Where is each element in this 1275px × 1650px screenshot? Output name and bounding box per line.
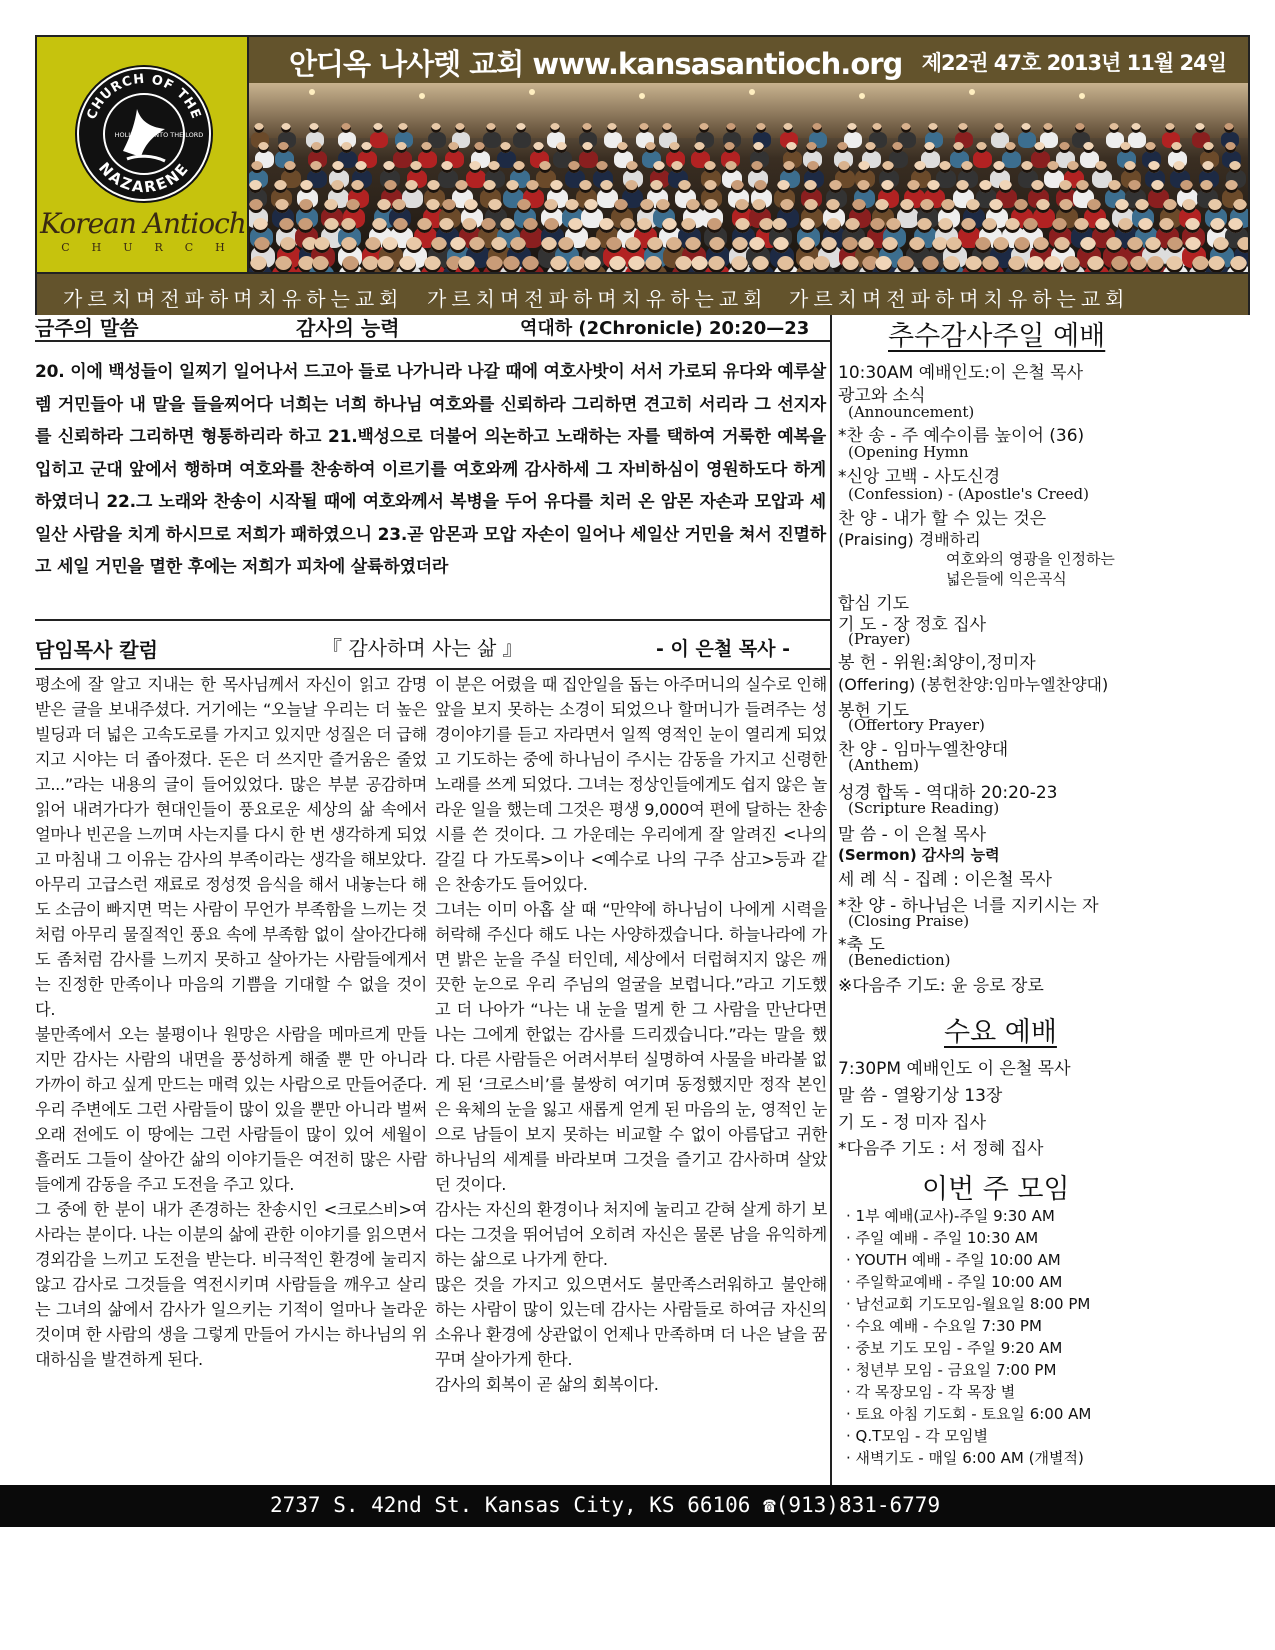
scripture-title: 감사의 능력 bbox=[296, 316, 400, 340]
scripture-text: 20. 이에 백성들이 일찌기 일어나서 드고아 들로 나가니라 나갈 때에 여호사밧이 서서 가로되 유다와 예루살렘 거민들아 내 말을 들을찌어다 너희는 너희 하나님 여호와를 신뢰하라 그리하면 견고히 서리라 그 선지자를 신뢰하라 그리하면 형통하리라 하고 21.백성으로 더불어 의논하고 노래하는 자를 택하여 거룩한 예복을 입히고 군대 앞에서 행하며 여호와를 찬송하여 이르기를 여호와께 감사하세 그 자비하심이 영원하도다 하게 하였더니 22.그 노래와 찬송이 시작될 때에 여호와께서 복병을 두어 유다를 치러 온 암몬 자손과 모압과 세일산 사람을 치게 하시므로 저희가 패하였으니 23.곧 암몬과 모압 자손이 일어나 세일산 거민을 쳐서 진멸하고 세일 거민을 멸한 후에는 저희가 피차에 살륙하였더라 bbox=[35, 362, 826, 577]
worship-item: (Offering) (봉헌찬양:임마누엘찬양대) bbox=[838, 675, 1109, 694]
meeting-item: · 각 목장모임 - 각 목장 별 bbox=[846, 1383, 1016, 1401]
newsletter-title: 안디옥 나사렛 교회 www.kansasantioch.org bbox=[289, 47, 903, 81]
worship-item: 찬 양 - 내가 할 수 있는 것은 bbox=[838, 509, 1047, 529]
column-paragraph: 평소에 잘 알고 지내는 한 목사님께서 자신이 읽고 감명 받은 글을 보내주셨다. 거기에는 “오늘날 우리는 더 높은 빌딩과 더 넓은 고속도로를 가지고 있지만 성질은 더 급해지고 시야는 더 좁아졌다. 돈은 더 쓰지만 즐거움은 줄었고...”라는 내용의 글이 들어있었다. 많은 부분 공감하며 읽어 내려가다가 현대인들이 풍요로운 세상의 삶 속에서 얼마나 빈곤을 느끼며 사는지를 다시 한 번 생각하게 되었고 마침내 그 이유는 감사의 부족이라는 생각을 해보았다. bbox=[35, 675, 427, 869]
worship-item-en: (Announcement) bbox=[848, 403, 975, 421]
column-paragraph: 불만족에서 오는 불평이나 원망은 사람을 메마르게 만들지만 감사는 사람의 내면을 풍성하게 해줄 뿐 만 아니라 가까이 하고 싶게 만드는 매력 있는 사람으로 만들어준다. 우리 주변에도 그런 사람들이 많이 있을 뿐만 아니라 벌써 오래 전에도 이 땅에는 그런 사람들이 많이 있어 세월이 흘러도 그들이 살아간 삶의 이야기들은 여전히 많은 사람들에게 감동을 주고 도전을 주고 있다. bbox=[35, 1025, 427, 1194]
worship-item-en: (Confession) - (Apostle's Creed) bbox=[848, 485, 1089, 503]
worship-item: 찬 양 - 임마누엘찬양대 bbox=[838, 740, 1009, 760]
worship-item: *찬 송 - 주 예수이름 높이어 (36) bbox=[838, 426, 1085, 446]
wednesday-item: 7:30PM 예배인도 이 은철 목사 bbox=[838, 1059, 1071, 1079]
worship-item: 봉 헌 - 위원:최양이,정미자 bbox=[838, 653, 1036, 673]
motto-text: 가르치며전파하며치유하는교회 bbox=[63, 287, 404, 311]
congregation-photo bbox=[249, 83, 1248, 272]
worship-item: 세 례 식 - 집례 : 이은철 목사 bbox=[838, 870, 1052, 890]
column-text-right bbox=[435, 672, 827, 1397]
worship-item: 합심 기도 bbox=[838, 594, 910, 614]
worship-item: 여호와의 영광을 인정하는 bbox=[946, 550, 1115, 568]
scripture-label: 금주의 말씀 bbox=[35, 316, 139, 340]
meeting-item: · 주일 예배 - 주일 10:30 AM bbox=[846, 1229, 1039, 1247]
motto-bar bbox=[37, 272, 1248, 315]
meeting-item: · 주일학교예배 - 주일 10:00 AM bbox=[846, 1273, 1063, 1291]
worship-item: 성경 합독 - 역대하 20:20-23 bbox=[838, 783, 1058, 803]
meeting-item: · 청년부 모임 - 금요일 7:00 PM bbox=[846, 1361, 1057, 1379]
nazarene-seal-icon bbox=[75, 65, 213, 203]
worship-item-en: (Closing Praise) bbox=[848, 912, 970, 930]
worship-item: (Praising) 경배하리 bbox=[838, 530, 981, 549]
sunday-heading: 추수감사주일 예배 bbox=[888, 321, 1106, 352]
meeting-item: · 남선교회 기도모임-월요일 8:00 PM bbox=[846, 1295, 1091, 1313]
worship-item-en: (Opening Hymn bbox=[848, 443, 969, 461]
worship-item-en: (Offertory Prayer) bbox=[848, 716, 985, 734]
wednesday-heading: 수요 예배 bbox=[944, 1017, 1057, 1048]
logo-name: Korean Antioch bbox=[40, 207, 246, 240]
column-text-left bbox=[35, 672, 427, 1372]
column-paragraph: 많은 것을 가지고 있으면서도 불만족스러워하고 불안해하는 사람이 많이 있는데 감사는 사람들로 하여금 자신의 소유나 환경에 상관없이 언제나 만족하며 더 나은 날을 꿈꾸며 살아가게 한다. bbox=[435, 1275, 827, 1369]
worship-item-en: (Anthem) bbox=[848, 756, 919, 774]
title-bar bbox=[249, 37, 1248, 83]
worship-item: 봉헌 기도 bbox=[838, 701, 910, 721]
worship-item-en: (Benediction) bbox=[848, 951, 951, 969]
sermon-line: (Sermon) 감사의 능력 bbox=[838, 846, 1000, 864]
issue-info: 제22권 47호 2013년 11월 24일 bbox=[921, 51, 1226, 75]
wednesday-item: *다음주 기도 : 서 정혜 집사 bbox=[838, 1139, 1044, 1159]
column-rule bbox=[35, 668, 830, 670]
scripture-box bbox=[35, 340, 830, 621]
footer-bar bbox=[0, 1485, 1275, 1527]
column-paragraph: 아무리 고급스런 재료로 정성껏 음식을 해서 내놓는다 해도 소금이 빠지면 먹는 사람이 무언가 부족함을 느끼는 것처럼 아무리 물질적인 풍요 속에 부족함 없이 살아간다해도 좀처럼 감사를 느끼지 못하고 살아가는 사람들에게서는 진정한 만족이나 마음의 기쁨을 기대할 수 없을 것이다. bbox=[35, 875, 427, 1019]
wednesday-item: 말 씀 - 열왕기상 13장 bbox=[838, 1086, 1003, 1106]
column-label: 담임목사 칼럼 bbox=[35, 638, 158, 662]
column-divider bbox=[830, 315, 832, 1485]
column-author: - 이 은철 목사 - bbox=[656, 638, 791, 660]
meeting-item: · 새벽기도 - 매일 6:00 AM (개별적) bbox=[846, 1449, 1084, 1467]
worship-item: 광고와 소식 bbox=[838, 386, 926, 406]
column-paragraph: 감사의 회복이 곧 삶의 회복이다. bbox=[435, 1375, 659, 1394]
seal-top-text: CHURCH OF THE bbox=[84, 71, 204, 122]
motto-text: 가르치며전파하며치유하는교회 bbox=[427, 287, 768, 311]
meeting-item: · YOUTH 예배 - 주일 10:00 AM bbox=[846, 1251, 1061, 1269]
worship-item: *찬 양 - 하나님은 너를 지키시는 자 bbox=[838, 896, 1099, 916]
motto-text: 가르치며전파하며치유하는교회 bbox=[789, 287, 1130, 311]
column-paragraph: 감사는 자신의 환경이나 처지에 눌리고 갇혀 살게 하기 보다는 그것을 뛰어넘어 오히려 자신은 물론 남을 유익하게 하는 삶으로 나가게 한다. bbox=[435, 1200, 827, 1269]
meetings-heading: 이번 주 모임 bbox=[922, 1174, 1070, 1205]
seal-bottom-text: NAZARENE bbox=[95, 158, 193, 197]
worship-item: 10:30AM 예배인도:이 은철 목사 bbox=[838, 363, 1084, 383]
church-logo bbox=[37, 37, 249, 272]
meeting-item: · 1부 예배(교사)-주일 9:30 AM bbox=[846, 1207, 1055, 1225]
worship-item: 넓은들에 익은곡식 bbox=[946, 570, 1067, 588]
seal-center-text: HOLINESS UNTO THE LORD bbox=[114, 131, 204, 139]
church-address: 2737 S. 42nd St. Kansas City, KS 66106 ☎(913)831-6779 bbox=[270, 1493, 941, 1517]
worship-item: 기 도 - 장 정호 집사 bbox=[838, 615, 987, 635]
next-week-prayer: ※다음주 기도: 윤 응로 장로 bbox=[838, 976, 1044, 996]
wednesday-item: 기 도 - 정 미자 집사 bbox=[838, 1113, 987, 1133]
meeting-item: · 수요 예배 - 수요일 7:30 PM bbox=[846, 1317, 1042, 1335]
worship-item: *신앙 고백 - 사도신경 bbox=[838, 467, 1001, 487]
column-paragraph: 그 중에 한 분이 내가 존경하는 찬송시인 <크로스비>여사라는 분이다. 나는 이분의 삶에 관한 이야기를 읽으면서 경외감을 느끼고 도전을 받는다. 비극적인 환경에 눌리지 않고 감사로 그것들을 역전시키며 사람들을 깨우고 살리는 그녀의 삶에서 감사가 일으키는 기적이 얼마나 놀라운 것이며 한 사람의 생을 그렇게 만들어 가시는 하나님의 위대하심을 발견하게 된다. bbox=[35, 1200, 427, 1369]
masthead bbox=[35, 35, 1250, 315]
meeting-item: · 중보 기도 모임 - 주일 9:20 AM bbox=[846, 1339, 1063, 1357]
worship-item: 말 씀 - 이 은철 목사 bbox=[838, 825, 987, 845]
worship-item-en: (Scripture Reading) bbox=[848, 799, 1000, 817]
meeting-item: · 토요 아침 기도회 - 토요일 6:00 AM bbox=[846, 1405, 1092, 1423]
worship-item: *축 도 bbox=[838, 935, 885, 955]
worship-item-en: (Prayer) bbox=[848, 630, 911, 648]
meeting-item: · Q.T모임 - 각 모임별 bbox=[846, 1427, 988, 1445]
column-title: 『 감사하며 사는 삶 』 bbox=[322, 636, 523, 660]
scripture-reference: 역대하 (2Chronicle) 20:20—23 bbox=[520, 318, 810, 339]
logo-sub: CHURCH bbox=[61, 241, 247, 254]
column-paragraph: 이 분은 어렸을 때 집안일을 돕는 아주머니의 실수로 인해 앞을 보지 못하는 소경이 되었으나 할머니가 들려주는 성경이야기를 듣고 자라면서 일찍 영적인 눈이 열리게 되었고 기도하는 중에 하나님이 주시는 감동을 가지고 신령한 노래를 쓰게 되었다. 그녀는 정상인들에게도 쉽지 않은 놀라운 일을 했는데 그것은 평생 9,000여 편에 달하는 찬송시를 쓴 것이다. 그 가운데는 우리에게 잘 알려진 <나의 갈길 다 가도록>이나 <예수로 나의 구주 삼고>등과 같은 찬송가도 들어있다. bbox=[435, 675, 827, 894]
column-paragraph: 그녀는 이미 아홉 살 때 “만약에 하나님이 나에게 시력을 허락해 주신다 해도 나는 사양하겠습니다. 하늘나라에 가면 밝은 눈을 주실 터인데, 세상에서 더럽혀지지 않은 깨끗한 눈으로 우리 주님의 얼굴을 보렵니다.”라고 기도했고 더 나아가 “나는 내 눈을 멀게 한 그 사람을 만난다면 나는 그에게 한없는 감사를 드리겠습니다.”라는 말을 했다. 다른 사람들은 어려서부터 실명하여 사물을 바라볼 없게 된 ‘크로스비’를 불쌍히 여기며 동정했지만 정작 본인은 육체의 눈을 잃고 새롭게 얻게 된 마음의 눈, 영적인 눈으로 남들이 보지 못하는 비교할 수 없이 아름답고 귀한 하나님의 세계를 바라보며 그것을 즐기고 감사하며 살았던 것이다. bbox=[435, 900, 827, 1194]
